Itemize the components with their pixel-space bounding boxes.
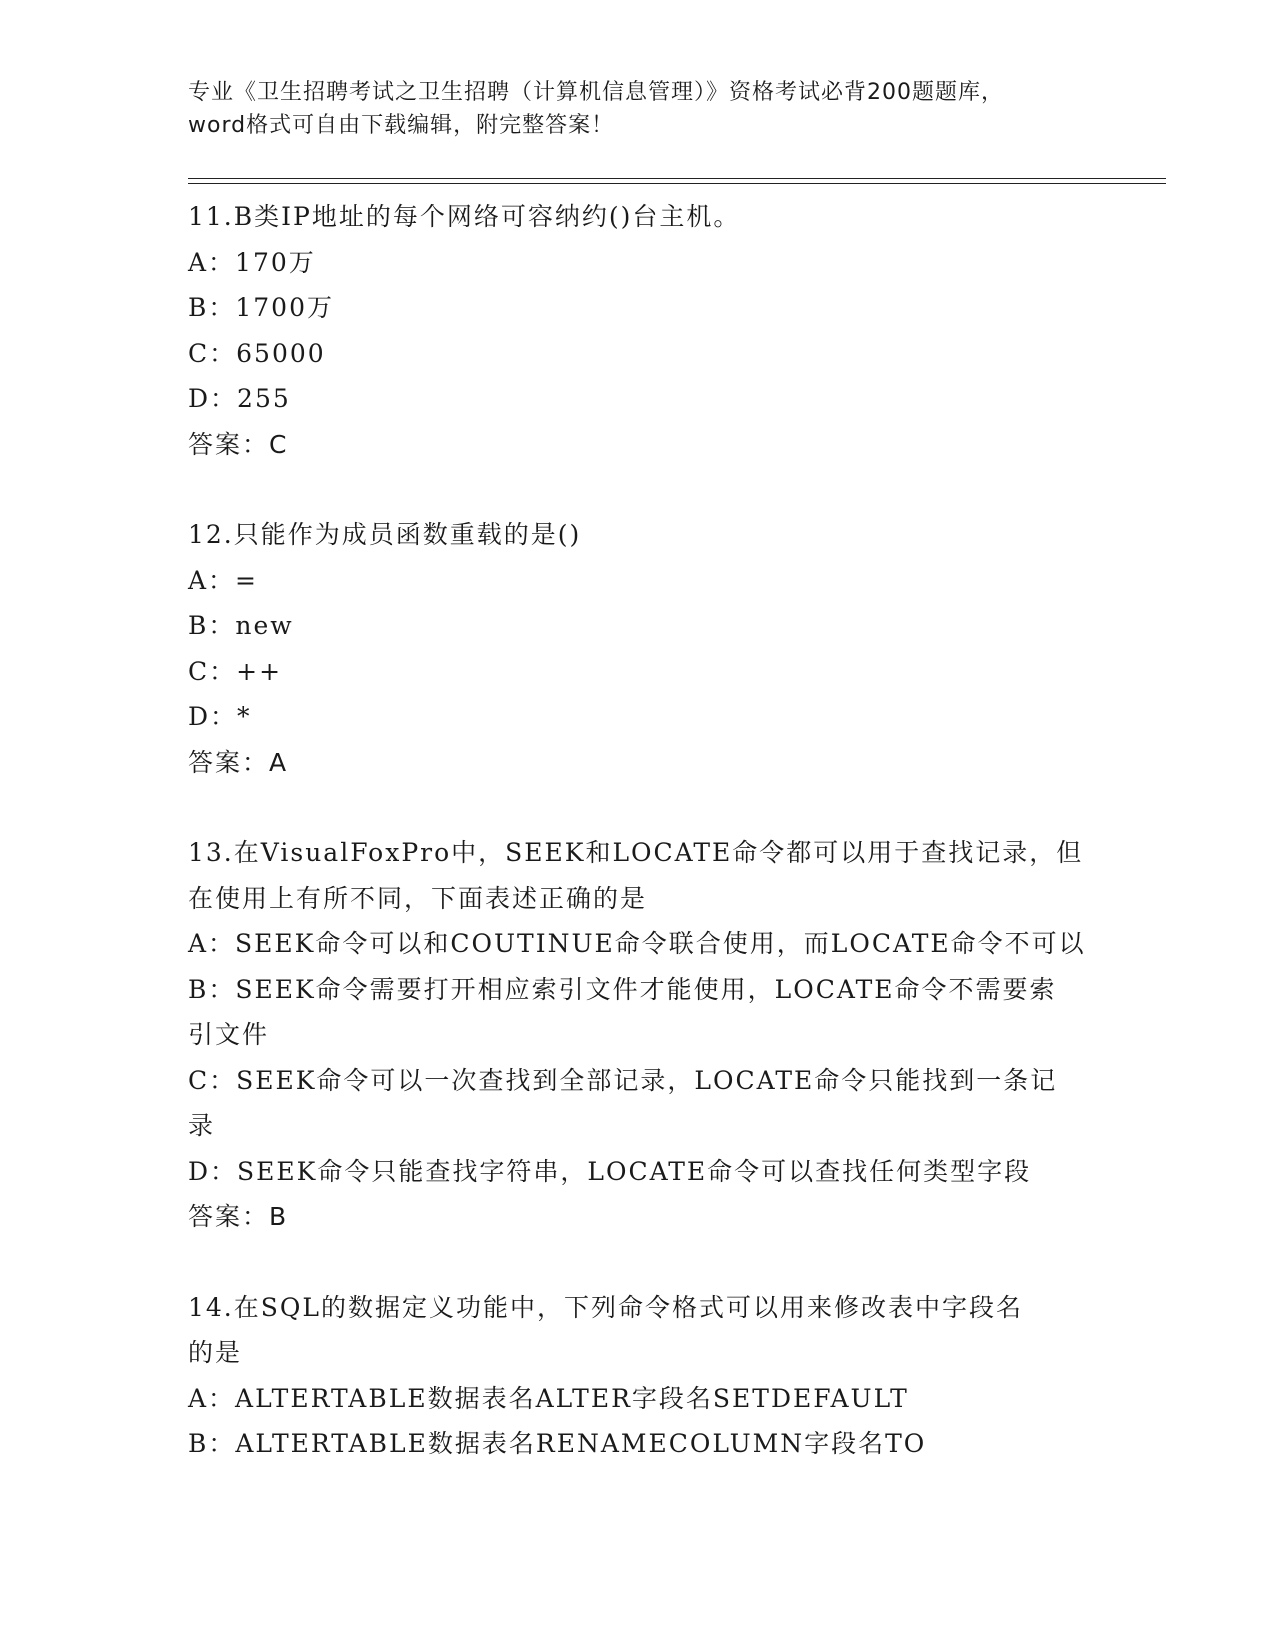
correct-answer: 答案：A <box>188 747 289 777</box>
question-stem: 11.B类IP地址的每个网络可容纳约()台主机。 <box>188 202 741 231</box>
question-block <box>188 194 1088 467</box>
question-spacer <box>188 1240 1088 1285</box>
answer-option: B：1700万 <box>188 293 334 322</box>
answer-option: B：ALTERTABLE数据表名RENAMECOLUMN字段名TO <box>188 1429 927 1458</box>
question-stem: 在使用上有所不同，下面表述正确的是 <box>188 883 648 913</box>
question-spacer <box>188 467 1088 512</box>
answer-option: A：= <box>188 565 259 595</box>
answer-option: D：255 <box>188 384 291 413</box>
answer-option: C：SEEK命令可以一次查找到全部记录，LOCATE命令只能找到一条记 <box>188 1065 1058 1095</box>
answer-option: B：new <box>188 611 294 640</box>
question-stem: 的是 <box>188 1338 243 1367</box>
answer-option: A：170万 <box>188 247 316 277</box>
question-block <box>188 830 1088 1240</box>
correct-answer: 答案：C <box>188 429 289 459</box>
question-stem: 12.只能作为成员函数重载的是() <box>188 520 582 549</box>
question-stem: 14.在SQL的数据定义功能中，下列命令格式可以用来修改表中字段名 <box>188 1292 1023 1322</box>
header-line: word格式可自由下载编辑，附完整答案！ <box>188 113 615 138</box>
answer-option: C：65000 <box>188 338 326 368</box>
header-line: 专业《卫生招聘考试之卫生招聘（计算机信息管理）》资格考试必背200题题库， <box>188 80 1004 105</box>
answer-option: C：++ <box>188 656 283 686</box>
header-divider <box>188 183 1166 184</box>
answer-option: D：SEEK命令只能查找字符串，LOCATE命令可以查找任何类型字段 <box>188 1156 1032 1186</box>
answer-option: A：SEEK命令可以和COUTINUE命令联合使用，而LOCATE命令不可以 <box>188 929 1086 958</box>
document-header <box>188 76 1088 142</box>
question-spacer <box>188 785 1088 830</box>
correct-answer: 答案：B <box>188 1202 289 1231</box>
header-divider <box>188 178 1166 179</box>
answer-option: 引文件 <box>188 1020 270 1049</box>
answer-option: D：* <box>188 702 252 731</box>
question-stem: 13.在VisualFoxPro中，SEEK和LOCATE命令都可以用于查找记录，但 <box>188 838 1084 867</box>
question-list <box>188 194 1088 1467</box>
answer-option: 录 <box>188 1111 216 1140</box>
question-block <box>188 512 1088 785</box>
question-block <box>188 1285 1088 1467</box>
answer-option: B：SEEK命令需要打开相应索引文件才能使用，LOCATE命令不需要索 <box>188 974 1057 1004</box>
answer-option: A：ALTERTABLE数据表名ALTER字段名SETDEFAULT <box>188 1383 909 1413</box>
